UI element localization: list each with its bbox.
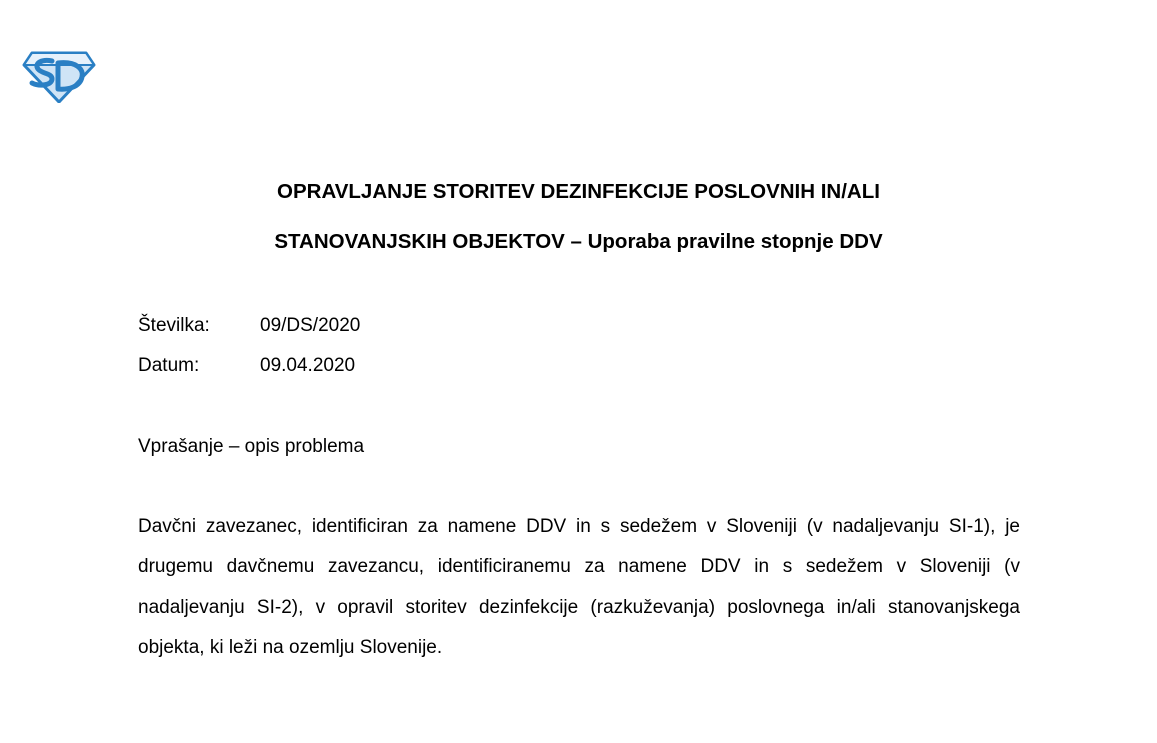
meta-label-number: Številka:	[138, 315, 210, 336]
document-title-line-1: OPRAVLJANJE STORITEV DEZINFEKCIJE POSLOVNIH IN/ALI	[277, 180, 880, 203]
document-title-line-2: STANOVANJSKIH OBJEKTOV – Uporaba pravilne stopnje DDV	[274, 230, 883, 253]
meta-label-date: Datum:	[138, 355, 200, 376]
body-paragraph: Davčni zavezanec, identificiran za namene DDV in s sedežem v Sloveniji (v nadaljevanju SI-1), je drugemu davčnemu zavezancu, identificiranemu za namene DDV in s sedežem v Sloveniji (v nadaljevanju SI-2), v opravil storitev dezinfekcije (razkuževanja) poslovnega in/ali stanovanjskega objekta, ki leži na ozemlju Slovenije.	[138, 516, 1020, 658]
organization-logo-icon	[22, 47, 96, 103]
meta-row-number	[138, 315, 360, 337]
meta-value-number: 09/DS/2020	[260, 315, 361, 336]
meta-row-date	[138, 355, 355, 377]
section-heading: Vprašanje – opis problema	[138, 436, 365, 457]
meta-value-date: 09.04.2020	[260, 355, 356, 376]
